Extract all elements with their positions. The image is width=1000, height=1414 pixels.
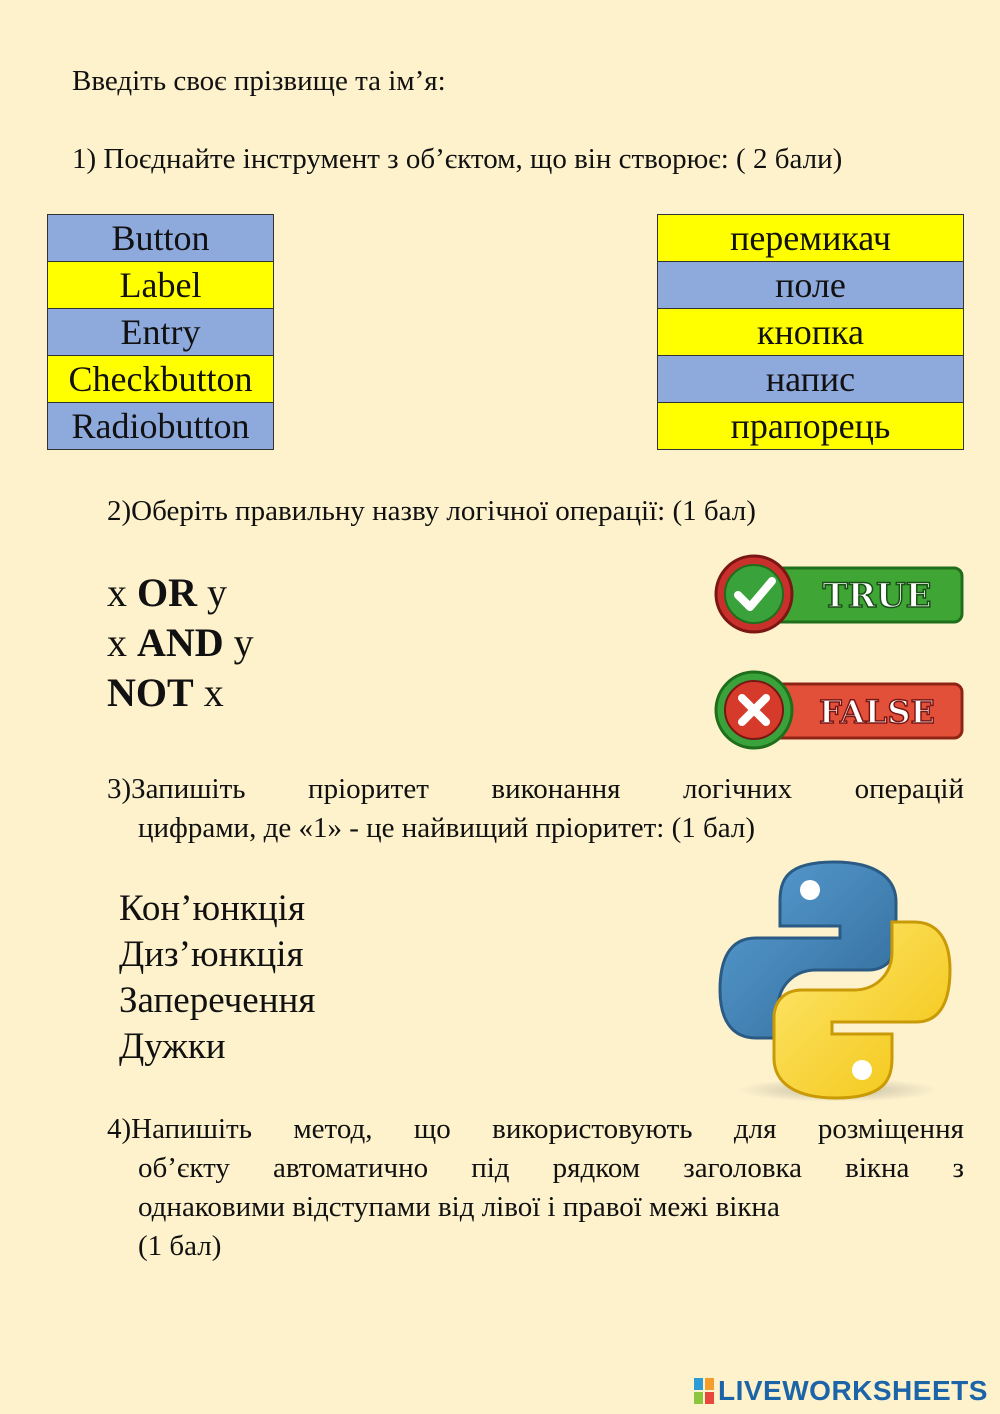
- tool-button[interactable]: Button: [47, 215, 274, 262]
- tool-entry[interactable]: Entry: [47, 309, 274, 356]
- liveworksheets-mark-icon: [694, 1378, 714, 1404]
- true-badge[interactable]: [712, 552, 964, 634]
- object-flag[interactable]: прапорець: [657, 403, 964, 450]
- liveworksheets-brand: LIVEWORKSHEETS: [718, 1375, 988, 1406]
- task4-line2: об’єкту автоматично під рядком заголовка вікна з: [138, 1152, 964, 1184]
- liveworksheets-logo[interactable]: [694, 1376, 988, 1406]
- true-text: TRUE: [822, 576, 932, 616]
- task1-title: 1) Поєднайте інструмент з об’єктом, що він створює: ( 2 бали): [72, 143, 843, 175]
- task3-title-line2: цифрами, де «1» - це найвищий пріоритет: (1 бал): [138, 812, 756, 844]
- object-switch[interactable]: перемикач: [657, 215, 964, 262]
- expr-and: x AND y: [107, 620, 254, 665]
- priority-item-brackets: Дужки: [119, 1026, 226, 1067]
- false-text: FALSE: [819, 693, 935, 731]
- tool-checkbutton[interactable]: Checkbutton: [47, 356, 274, 403]
- priority-item-negation: Заперечення: [119, 980, 316, 1021]
- tool-label[interactable]: Label: [47, 262, 274, 309]
- task4-line3: однаковими відступами від лівої і правої межі вікна: [138, 1191, 780, 1223]
- python-logo-icon: [716, 858, 954, 1104]
- object-field[interactable]: поле: [657, 262, 964, 309]
- name-prompt: Введіть своє прізвище та ім’я:: [72, 65, 446, 97]
- true-badge-graphic: [712, 552, 964, 634]
- priority-list: [119, 886, 315, 1070]
- priority-item-disjunction: Диз’юнкція: [119, 934, 304, 975]
- tool-radiobutton[interactable]: Radiobutton: [47, 403, 274, 450]
- task4-line1: 4)Напишіть метод, що використовують для розміщення: [107, 1113, 964, 1145]
- task2-title: 2)Оберіть правильну назву логічної операції: (1 бал): [107, 495, 756, 527]
- task4-line4: (1 бал): [138, 1230, 222, 1262]
- task3-title-line1: 3)Запишіть пріоритет виконання логічних операцій: [107, 773, 964, 805]
- priority-item-conjunction: Кон’юнкція: [119, 888, 305, 929]
- expr-or: x OR y: [107, 570, 227, 615]
- false-badge[interactable]: [712, 668, 964, 750]
- object-button[interactable]: кнопка: [657, 309, 964, 356]
- objects-table: [657, 214, 964, 450]
- tools-table: [47, 214, 274, 450]
- expr-not: NOT x: [107, 670, 224, 715]
- logic-expressions: [107, 568, 254, 718]
- object-label[interactable]: напис: [657, 356, 964, 403]
- false-badge-graphic: [712, 668, 964, 750]
